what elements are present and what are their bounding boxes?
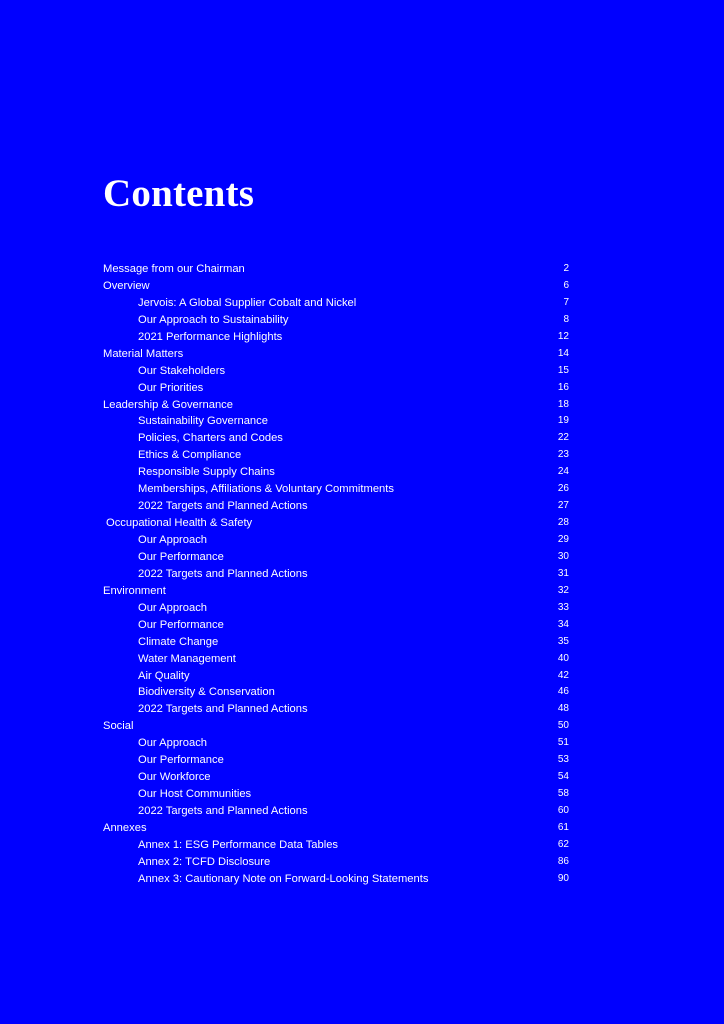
toc-entry-label: 2022 Targets and Planned Actions	[138, 567, 308, 580]
toc-page-number: 23	[557, 449, 569, 461]
toc-subentry[interactable]	[103, 786, 569, 803]
toc-page-number: 31	[557, 567, 569, 579]
toc-page-number: 24	[557, 466, 569, 478]
toc-section[interactable]	[103, 820, 569, 837]
toc-subentry[interactable]	[103, 447, 569, 464]
toc-entry-label: Leadership & Governance	[103, 398, 233, 411]
toc-page-number: 86	[557, 855, 569, 867]
toc-entry-label: 2022 Targets and Planned Actions	[138, 703, 308, 716]
toc-page-number: 50	[557, 720, 569, 732]
toc-subentry[interactable]	[103, 837, 569, 854]
toc-subentry[interactable]	[103, 566, 569, 583]
toc-page-number: 34	[557, 618, 569, 630]
toc-subentry[interactable]	[103, 413, 569, 430]
toc-section[interactable]	[103, 397, 569, 414]
toc-subentry[interactable]	[103, 684, 569, 701]
toc-page-number: 48	[557, 703, 569, 715]
toc-entry-label: Our Performance	[138, 550, 224, 563]
page-title: Contents	[103, 172, 255, 215]
toc-subentry[interactable]	[103, 617, 569, 634]
toc-page-number: 42	[557, 669, 569, 681]
toc-subentry[interactable]	[103, 295, 569, 312]
toc-page-number: 2	[563, 263, 569, 274]
toc-entry-label: Our Approach	[138, 601, 208, 614]
toc-subentry[interactable]	[103, 651, 569, 668]
toc-subentry[interactable]	[103, 549, 569, 566]
toc-subentry[interactable]	[103, 769, 569, 786]
toc-page-number: 54	[557, 771, 569, 783]
toc-page-number: 46	[557, 686, 569, 698]
toc-entry-label: Our Approach	[138, 737, 208, 750]
toc-entry-label: Overview	[103, 279, 150, 292]
toc-entry-label: Annex 2: TCFD Disclosure	[138, 855, 271, 868]
toc-page-number: 61	[557, 821, 569, 833]
toc-entry-label: 2022 Targets and Planned Actions	[138, 805, 308, 817]
toc-subentry[interactable]	[103, 600, 569, 617]
toc-subentry[interactable]	[103, 701, 569, 718]
toc-page-number: 7	[563, 296, 569, 308]
toc-page-number: 28	[557, 517, 569, 529]
toc-entry-label: Our Priorities	[138, 381, 204, 394]
toc-subentry[interactable]	[103, 481, 569, 498]
toc-entry-label: Our Workforce	[138, 771, 211, 784]
toc-subentry[interactable]	[103, 532, 569, 549]
toc-page-number: 32	[557, 584, 569, 596]
toc-entry-label: Memberships, Affiliations & Voluntary Commitments	[138, 483, 394, 496]
toc-page-number: 22	[557, 432, 569, 444]
toc-page-number: 12	[557, 330, 569, 342]
toc-subentry[interactable]	[103, 871, 569, 888]
toc-page-number: 16	[557, 381, 569, 393]
toc-entry-label: Jervois: A Global Supplier Cobalt and Nickel	[138, 296, 357, 309]
toc-entry-label: Policies, Charters and Codes	[138, 432, 283, 445]
toc-entry-label: 2022 Targets and Planned Actions	[138, 500, 308, 513]
toc-subentry[interactable]	[103, 735, 569, 752]
toc-page-number: 90	[557, 872, 569, 884]
toc-section[interactable]	[103, 515, 569, 532]
toc-subentry[interactable]	[103, 312, 569, 329]
toc-entry-label: Annex 3: Cautionary Note on Forward-Looking Statements	[138, 872, 429, 885]
toc-entry-label: Our Approach to Sustainability	[138, 313, 289, 326]
toc-subentry[interactable]	[103, 668, 569, 685]
toc-page-number: 14	[557, 347, 569, 359]
toc-section[interactable]	[103, 718, 569, 735]
toc-entry-label: Our Performance	[138, 618, 224, 631]
toc-page-number: 15	[557, 364, 569, 376]
toc-page-number: 26	[557, 483, 569, 495]
toc-page-number: 30	[557, 550, 569, 562]
toc-entry-label: Our Performance	[138, 754, 224, 767]
toc-entry-label: Biodiversity & Conservation	[138, 686, 275, 699]
toc-section[interactable]	[103, 346, 569, 363]
toc-page-number: 51	[557, 737, 569, 749]
toc-entry-label: Our Approach	[138, 534, 208, 546]
toc-page-number: 6	[563, 279, 569, 291]
toc-page-number: 40	[557, 652, 569, 664]
toc-page-number: 18	[557, 398, 569, 410]
toc-entry-label: Our Stakeholders	[138, 364, 226, 377]
toc-page-number: 60	[557, 805, 569, 816]
toc-subentry[interactable]	[103, 430, 569, 447]
toc-subentry[interactable]	[103, 498, 569, 515]
toc-subentry[interactable]	[103, 380, 569, 397]
toc-subentry[interactable]	[103, 634, 569, 651]
toc-entry-label: Air Quality	[138, 669, 190, 682]
toc-page-number: 62	[557, 838, 569, 850]
toc-entry-label: Water Management	[138, 652, 236, 665]
toc-page-number: 58	[557, 788, 569, 800]
toc-entry-label: Occupational Health & Safety	[106, 517, 253, 530]
toc-page-number: 19	[557, 415, 569, 427]
toc-entry-label: Message from our Chairman	[103, 263, 245, 275]
toc-entry-label: Responsible Supply Chains	[138, 466, 275, 479]
toc-entry-label: Material Matters	[103, 347, 184, 360]
toc-entry-label: Annex 1: ESG Performance Data Tables	[138, 838, 339, 851]
toc-subentry[interactable]	[103, 854, 569, 871]
toc-entry-label: Sustainability Governance	[138, 415, 268, 428]
toc-subentry[interactable]	[103, 803, 569, 820]
toc-section[interactable]	[103, 278, 569, 295]
toc-subentry[interactable]	[103, 752, 569, 769]
toc-entry-label: Annexes	[103, 821, 147, 834]
toc-page-number: 33	[557, 601, 569, 613]
toc-page-number: 29	[557, 534, 569, 545]
table-of-contents	[103, 261, 569, 888]
toc-entry-label: Our Host Communities	[138, 788, 252, 801]
toc-subentry[interactable]	[103, 363, 569, 380]
toc-section[interactable]	[103, 261, 569, 278]
toc-page-number: 8	[563, 313, 569, 325]
toc-page-number: 35	[557, 635, 569, 647]
toc-entry-label: 2021 Performance Highlights	[138, 330, 283, 343]
toc-page-number: 53	[557, 754, 569, 766]
toc-section[interactable]	[103, 583, 569, 600]
toc-entry-label: Climate Change	[138, 635, 219, 648]
toc-entry-label: Ethics & Compliance	[138, 449, 242, 462]
toc-subentry[interactable]	[103, 329, 569, 346]
toc-entry-label: Environment	[103, 584, 166, 597]
toc-subentry[interactable]	[103, 464, 569, 481]
toc-entry-label: Social	[103, 720, 134, 733]
toc-page-number: 27	[557, 500, 569, 512]
